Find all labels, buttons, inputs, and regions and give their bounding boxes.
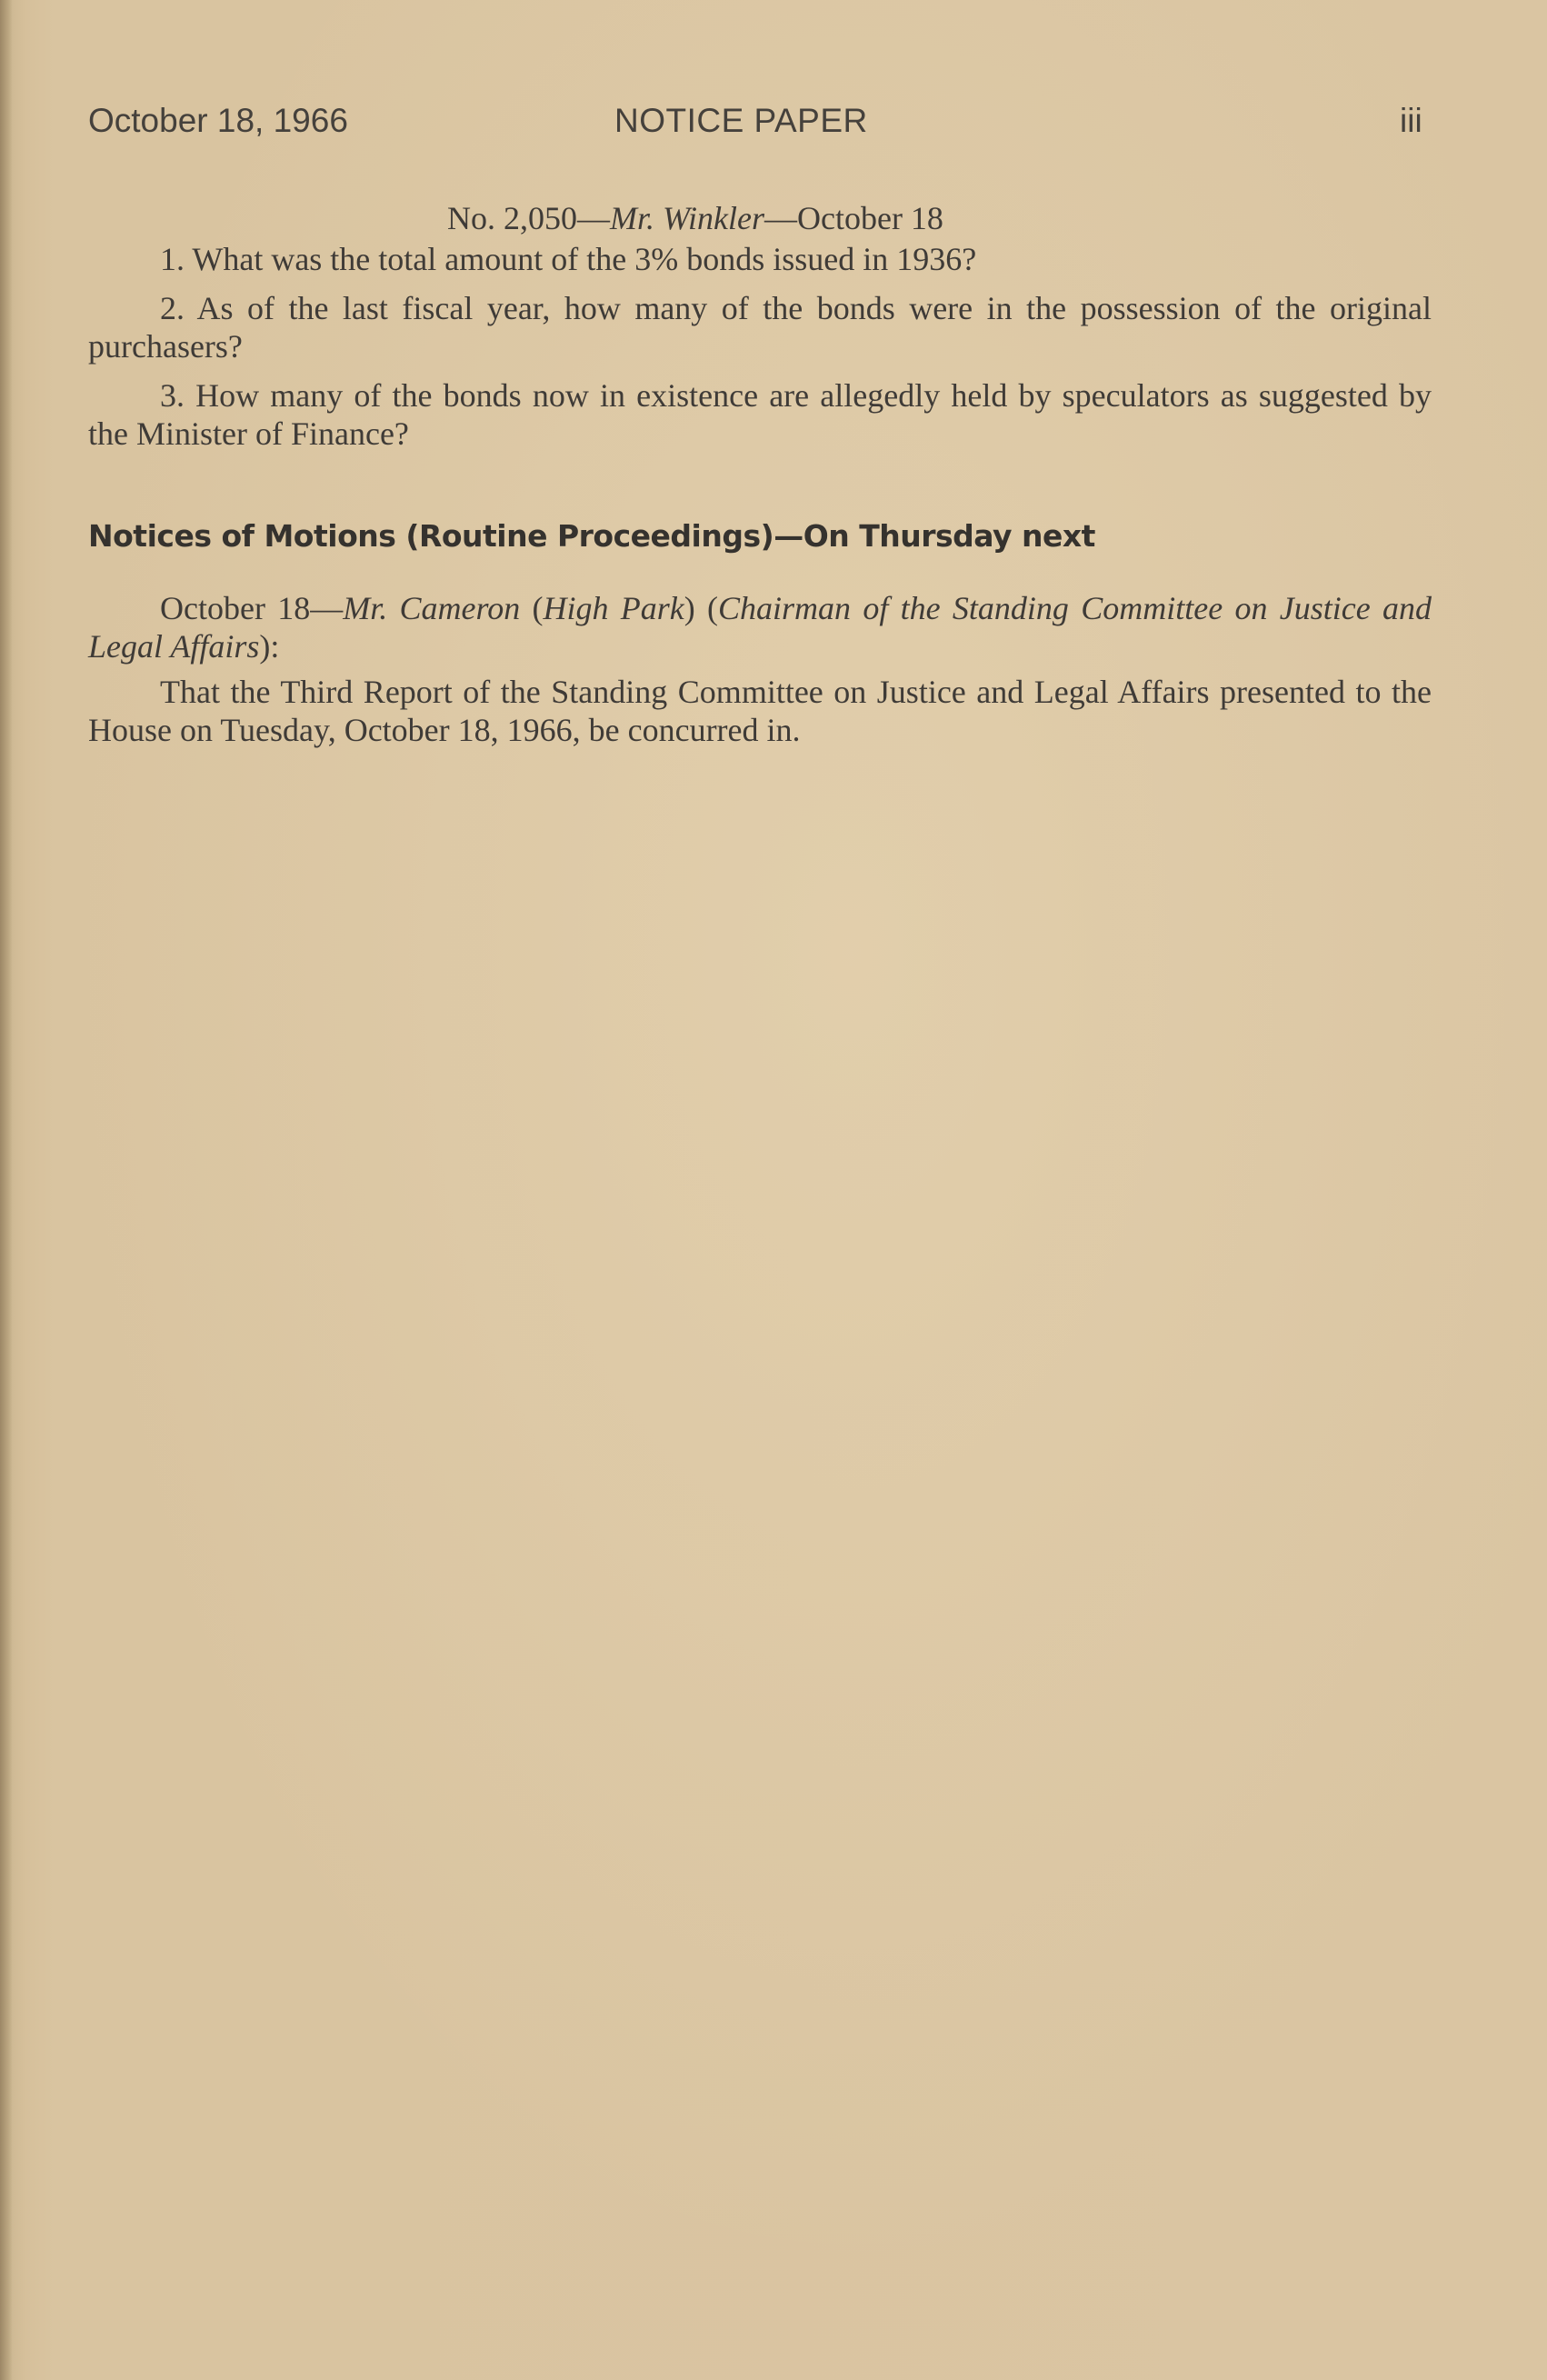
question-item [88,240,1432,278]
question-heading: No. 2,050—Mr. Winkler—October 18 [447,200,943,236]
motion-date: October 18 [160,590,311,626]
question-item [88,289,1432,365]
question-item-text: What was the total amount of the 3% bonds issued in 1936? [192,241,977,277]
motion-riding: High Park [543,590,684,626]
question-item-text: How many of the bonds now in existence are allegedly held by speculators as suggested by the Minister of Finance? [88,377,1432,452]
motion-text: That the Third Report of the Standing Committee on Justice and Legal Affairs presented to the House on Tuesday, October 18, 1966, be concurred in. [88,674,1432,748]
question-member: Mr. Winkler [610,200,764,236]
question-item-text: As of the last fiscal year, how many of the bonds were in the possession of the original purchasers? [88,290,1432,365]
page-content [88,196,1432,749]
page-number: iii [1400,102,1422,139]
page-spine-shadow [0,0,13,2380]
motion-heading: October 18—Mr. Cameron (High Park) (Chairman of the Standing Committee on Justice and Legal Affairs): [88,590,1432,665]
header-date: October 18, 1966 [88,102,348,139]
question-date: October 18 [796,200,943,236]
motion-member: Mr. Cameron [343,590,521,626]
question-item-number: 1. [160,241,185,277]
question-item [88,376,1432,453]
question-number: No. 2,050 [447,200,577,236]
question-item-number: 2. [160,290,185,326]
motion-role: Chairman of the Standing Committee on Justice and Legal Affairs [88,590,1432,665]
header-title: NOTICE PAPER [614,102,868,139]
page-header [0,102,1547,147]
question-item-number: 3. [160,377,185,414]
notices-heading: Notices of Motions (Routine Proceedings)—On Thursday next [88,518,1095,554]
